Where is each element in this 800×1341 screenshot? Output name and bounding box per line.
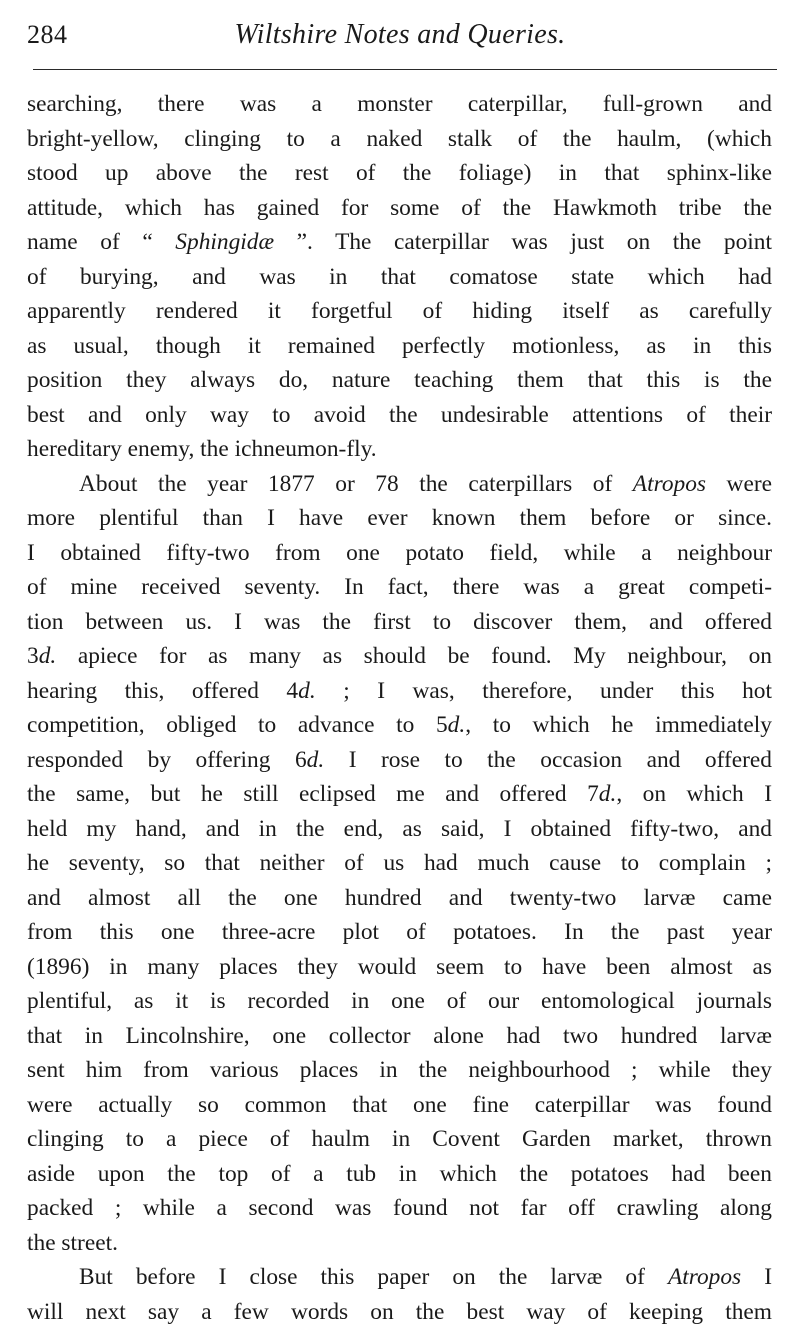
text-line: bright-yellow, clinging to a naked stalk of the haulm, (which	[27, 125, 772, 152]
text-line: as usual, though it remained perfectly motionless, as in this	[27, 332, 772, 359]
text-line: searching, there was a monster caterpillar, full-grown and	[27, 91, 772, 117]
text-line: that in Lincolnshire, one collector alone had two hundred larvæ	[27, 1022, 772, 1049]
text-line: I obtained fifty-two from one potato field, while a neighbour	[27, 539, 772, 566]
text-line: aside upon the top of a tub in which the potatoes had been	[27, 1160, 772, 1187]
text-line: held my hand, and in the end, as said, I obtained fifty-two, and	[27, 815, 772, 842]
text-line: more plentiful than I have ever known them before or since.	[27, 505, 772, 531]
running-title: Wiltshire Notes and Queries.	[234, 19, 566, 50]
text-line: of mine received seventy. In fact, there was a great competi-	[27, 574, 772, 600]
header-rule	[33, 69, 777, 70]
paragraph	[27, 1260, 772, 1329]
text-line: attitude, which has gained for some of the Hawkmoth tribe the	[27, 194, 772, 221]
text-line: the same, but he still eclipsed me and offered 7d., on which I	[27, 781, 772, 807]
text-line: sent him from various places in the neighbourhood ; while they	[27, 1057, 772, 1083]
text-line: the street.	[27, 1229, 118, 1256]
text-line: About the year 1877 or 78 the caterpillars of Atropos were	[79, 470, 773, 497]
text-line: from this one three-acre plot of potatoes. In the past year	[27, 919, 772, 945]
article-body	[27, 87, 772, 1329]
text-line: But before I close this paper on the larvæ of Atropos I	[79, 1264, 773, 1290]
text-line: best and only way to avoid the undesirable attentions of their	[27, 401, 772, 428]
paragraph	[27, 87, 772, 467]
text-line: hereditary enemy, the ichneumon-fly.	[27, 436, 377, 462]
text-line: tion between us. I was the first to discover them, and offered	[27, 608, 772, 635]
page-number: 284	[27, 20, 68, 49]
text-line: apparently rendered it forgetful of hiding itself as carefully	[27, 298, 772, 324]
text-line: he seventy, so that neither of us had much cause to complain ;	[27, 850, 772, 876]
text-line: 3d. apiece for as many as should be found. My neighbour, on	[27, 643, 772, 669]
text-line: packed ; while a second was found not far off crawling along	[27, 1195, 772, 1221]
paragraph	[27, 467, 772, 1261]
page-header	[0, 0, 800, 72]
text-line: and almost all the one hundred and twenty-two larvæ came	[27, 884, 772, 911]
text-line: clinging to a piece of haulm in Covent Garden market, thrown	[27, 1126, 772, 1152]
text-line: responded by offering 6d. I rose to the occasion and offered	[27, 746, 772, 773]
text-line: name of “ Sphingidæ ”. The caterpillar was just on the point	[27, 229, 772, 255]
text-line: position they always do, nature teaching them that this is the	[27, 367, 772, 393]
text-line: stood up above the rest of the foliage) in that sphinx-like	[27, 160, 772, 186]
text-line: of burying, and was in that comatose state which had	[27, 263, 772, 290]
text-line: hearing this, offered 4d. ; I was, therefore, under this hot	[27, 677, 772, 704]
text-line: plentiful, as it is recorded in one of our entomological journals	[27, 988, 772, 1014]
text-line: (1896) in many places they would seem to have been almost as	[27, 953, 772, 980]
text-line: will next say a few words on the best way of keeping them	[27, 1298, 772, 1325]
text-line: were actually so common that one fine caterpillar was found	[27, 1091, 772, 1118]
text-line: competition, obliged to advance to 5d., to which he immediately	[27, 712, 772, 738]
